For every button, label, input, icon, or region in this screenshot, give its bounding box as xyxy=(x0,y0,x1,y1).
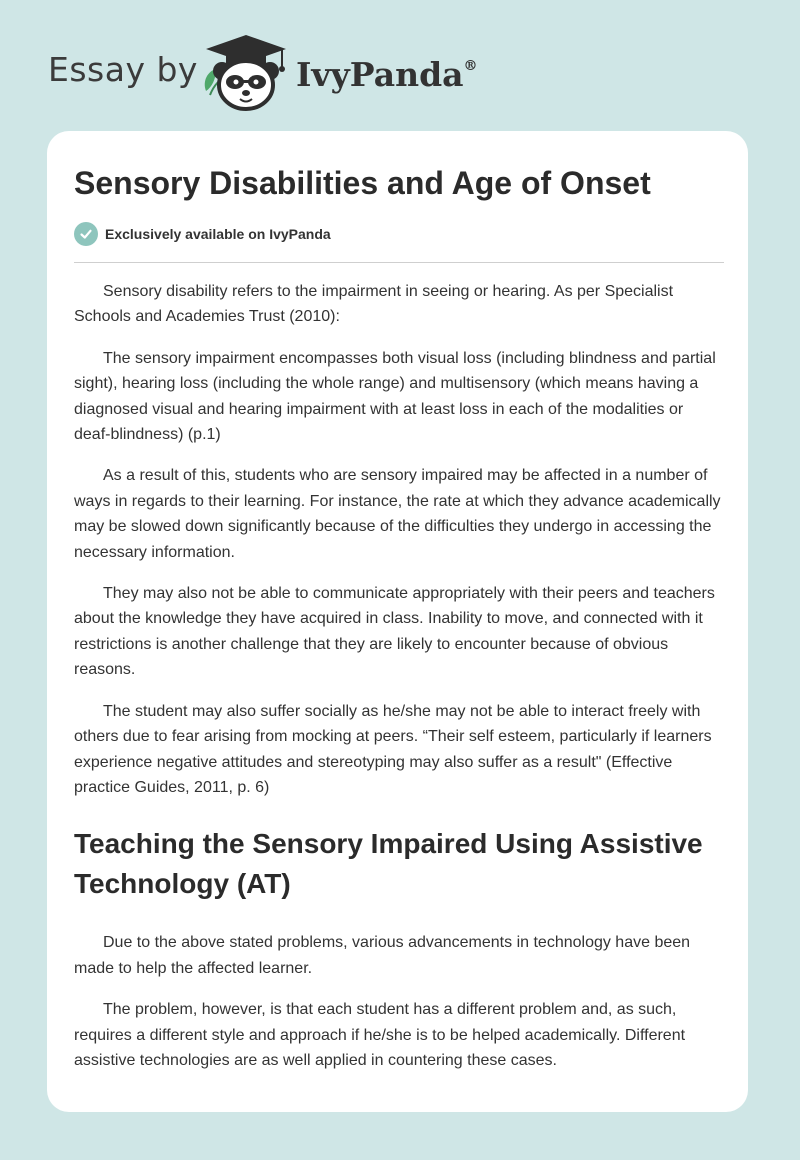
paragraph: As a result of this, students who are sensory impaired may be affected in a number of ways in regards to their learning. For instance, the rate at which they advance academically may be slowed down significantly because of the difficulties they undergo in accessing the necessary information. xyxy=(74,467,721,561)
brand-name[interactable]: IvyPanda® xyxy=(296,55,478,94)
paragraph: The student may also suffer socially as he/she may not be able to interact freely with others due to fear arising from mocking at peers. “Their self esteem, particularly if learners experience negative attitudes and stereotyping may also suffer as a result" (Effective practice Guides, 2011, p. 6) xyxy=(74,702,712,796)
essay-card xyxy=(47,131,748,1112)
essay-body xyxy=(74,279,724,1089)
site-header xyxy=(0,0,800,125)
check-icon xyxy=(74,222,98,246)
paragraph: The problem, however, is that each student has a different problem and, as such, requires a different style and approach if he/she is to be helped academically. Different assistive technologies are as well applied in countering these cases. xyxy=(74,1001,686,1069)
exclusive-label: Exclusively available on IvyPanda xyxy=(105,226,331,242)
panda-logo-icon[interactable] xyxy=(200,33,292,113)
section-heading: Teaching the Sensory Impaired Using Assistive Technology (AT) xyxy=(74,828,703,900)
title-divider xyxy=(74,262,724,263)
paragraph: They may also not be able to communicate appropriately with their peers and teachers about the knowledge they have acquired in class. Inability to move, and connected with it restrictions is another challenge that they are likely to encounter because of obvious reasons. xyxy=(74,585,715,679)
exclusive-badge xyxy=(74,221,331,247)
page-title: Sensory Disabilities and Age of Onset xyxy=(74,165,651,201)
paragraph: Sensory disability refers to the impairment in seeing or hearing. As per Specialist Schools and Academies Trust (2010): xyxy=(74,283,674,326)
quote-paragraph: The sensory impairment encompasses both visual loss (including blindness and partial sight), hearing loss (including the whole range) and multisensory (which means having a diagnosed visual and hearing impairment with at least loss in each of the modalities or deaf-blindness) (p.1) xyxy=(74,349,716,444)
paragraph: Due to the above stated problems, various advancements in technology have been made to help the affected learner. xyxy=(74,934,691,977)
brand-prefix: Essay by xyxy=(48,50,198,89)
registered-mark: ® xyxy=(463,58,478,74)
